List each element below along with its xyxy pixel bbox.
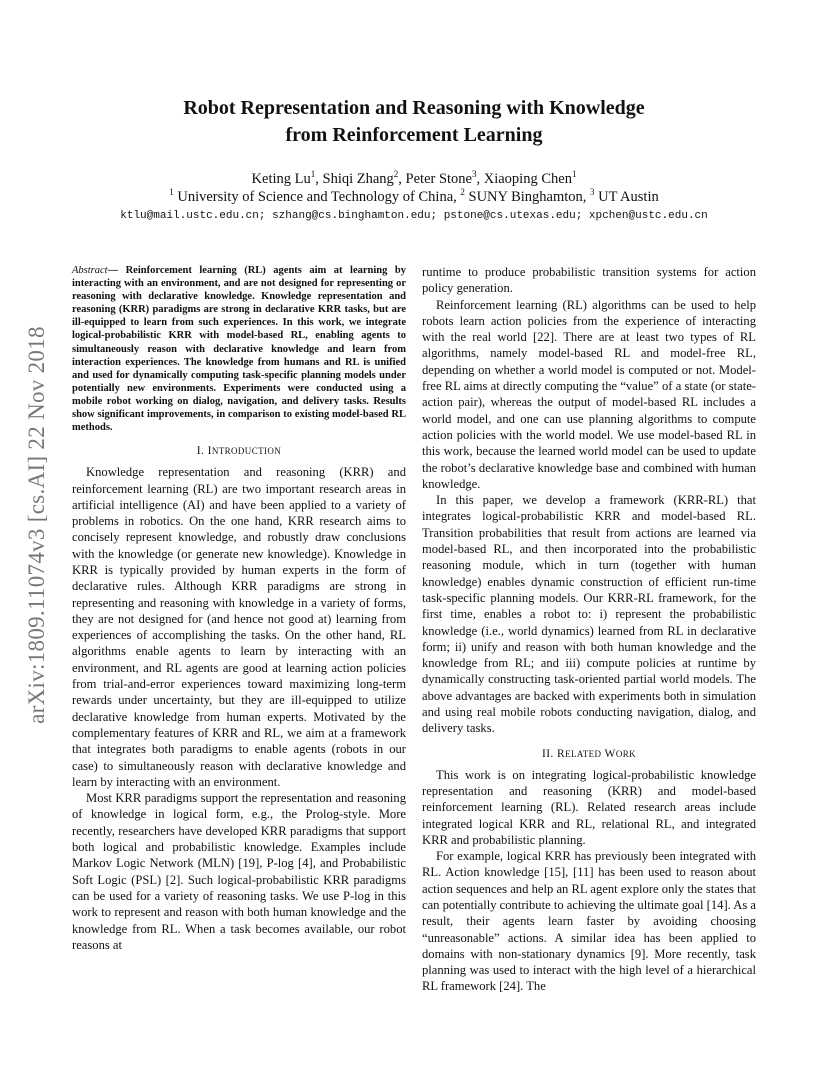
- paragraph: Reinforcement learning (RL) algorithms can be used to help robots learn action policies from the experience of interacting with the real world [22]. There are at least two types of RL algorithms, namely model-based RL and model-free RL, depending on whether a world model is computed or not. Model-free RL aims at directly computing the “value” of a state (or state-action pair), whereas the output of model-based RL includes a world model, and one can use planning algorithms to compute action policies with the world model. We use model-based RL in this work, because the learned world model can be used to update the robot’s declarative knowledge base and combined with human knowledge.: [422, 297, 756, 491]
- abstract-label: Abstract: [72, 265, 108, 276]
- paragraph: Most KRR paradigms support the representation and reasoning of knowledge in logical form, e.g., the Prolog-style. More recently, researchers have developed KRR paradigms that support both logical and probabilistic knowledge. Examples include Markov Logic Network (MLN) [19], P-log [4], and Probabilistic Soft Logic (PSL) [2]. Such logical-probabilistic KRR paradigms can be used for a variety of reasoning tasks. We use P-log in this work to represent and reason with both human knowledge and the knowledge from RL. When a task becomes available, our robot reasons at: [72, 791, 406, 952]
- paragraph: This work is on integrating logical-probabilistic knowledge representation and reasoning (KRR) and model-based reinforcement learning (RL). Related research areas include integrated logical KRR and RL, relational RL, and integrated KRR and probabilistic planning.: [422, 767, 756, 847]
- affil-mark: 3: [590, 187, 595, 198]
- paper-title: [0, 95, 828, 149]
- section-title-initial: I: [207, 445, 212, 458]
- paragraph-continuation: runtime to produce probabilistic transition systems for action policy generation.: [422, 265, 756, 296]
- author-affil-mark: 1: [310, 169, 316, 180]
- affil-mark: 1: [169, 187, 174, 198]
- section-title-rest: ELATED: [565, 748, 602, 759]
- author-name: Keting Lu: [251, 171, 311, 187]
- section-title-initial: R: [556, 747, 566, 760]
- affiliation-list: [0, 188, 828, 206]
- author-affil-mark: 2: [393, 169, 399, 180]
- paragraph: Knowledge representation and reasoning (KRR) and reinforcement learning (RL) are two important research areas in artificial intelligence (AI) and have been applied to a variety of problems in robotics. On the one hand, KRR research aims to concisely represent knowledge, and robustly draw conclusions with the knowledge (or generate new knowledge). Knowledge in KRR is typically provided by human experts in the form of declarative rules. Although KRR paradigms are strong in representing and reasoning with knowledge in a variety of forms, they are not designed for (and hence not good at) learning from experiences of accomplishing the tasks. On the other hand, RL algorithms enable agents to learn by interacting with an environment, and RL agents are good at learning action policies from trial-and-error experiences toward maximizing long-term rewards under uncertainty, but they are ill-equipped to utilize declarative knowledge from human experts. Motivated by the complementary features of KRR and RL, we aim at a framework that integrates both paradigms to enable agents (robots in our case) to simultaneously reason with declarative knowledge and learn by interacting with an environment.: [72, 465, 406, 789]
- author-name: Peter Stone: [405, 171, 472, 187]
- affiliation: UT Austin: [598, 189, 659, 205]
- section-heading-introduction: [72, 443, 406, 459]
- author-name: Shiqi Zhang: [322, 171, 394, 187]
- section-heading-related-work: [422, 746, 756, 762]
- section-title-rest: ORK: [615, 748, 637, 759]
- section-title-initial: W: [604, 747, 616, 760]
- abstract: [72, 264, 406, 434]
- paragraph: In this paper, we develop a framework (KRR-RL) that integrates logical-probabilistic KRR and model-based RL. Transition probabilities that result from actions are learned via model-based RL, and then incorporated into the probabilistic reasoning module, which in turn (together with human knowledge) enables dynamic construction of efficient run-time task-specific planning models. Our KRR-RL framework, for the first time, enables a robot to: i) represent the probabilistic knowledge (i.e., world dynamics) learned from RL in declarative form; ii) unify and reason with both human knowledge and the knowledge from RL; and iii) compute policies at runtime by dynamically constructing task-oriented partial world models. The above advantages are backed with experiments both in simulation and using real mobile robots conducting navigation, dialog, and delivery tasks.: [422, 493, 756, 736]
- affiliation: University of Science and Technology of China,: [177, 189, 457, 205]
- abstract-text: — Reinforcement learning (RL) agents aim at learning by interacting with an environment, and are not designed for representing or reasoning with declarative knowledge. Knowledge representation and reasoning (KRR) paradigms are strong in declarative KRR tasks, but are ill-equipped to learn from such experiences. In this work, we integrate logical-probabilistic KRR with model-based RL, enabling agents to simultaneously reason with declarative knowledge and learn from interaction experiences. The knowledge from humans and RL is unified and used for dynamically computing task-specific planning models under potentially new environments. Experiments were conducted using a mobile robot working on dialog, navigation, and delivery tasks. Results show significant improvements, in comparison to existing model-based RL methods.: [72, 265, 406, 434]
- author-emails: ktlu@mail.ustc.edu.cn; szhang@cs.binghamton.edu; pstone@cs.utexas.edu; xpchen@ustc.edu.cn: [120, 210, 708, 222]
- affiliation: SUNY Binghamton,: [468, 189, 587, 205]
- left-column: [72, 264, 406, 953]
- arxiv-identifier: arXiv:1809.11074v3 [cs.AI] 22 Nov 2018: [24, 326, 49, 724]
- author-affil-mark: 1: [571, 169, 577, 180]
- paragraph: For example, logical KRR has previously been integrated with RL. Action knowledge [15], [11] has been used to reason about action sequences and help an RL agent explore only the states that can potentially contribute to achieving the ultimate goal [14]. As a result, their agents learn faster by avoiding choosing “unreasonable” actions. A similar idea has been applied to domains with non-stationary dynamics [9]. More recently, task planning was used to interact with the high level of a hierarchical RL framework [24]. The: [422, 849, 756, 994]
- section-title-rest: NTRODUCTION: [211, 446, 282, 457]
- arxiv-sidebar: [23, 290, 51, 760]
- affil-mark: 2: [460, 187, 465, 198]
- author-name: Xiaoping Chen: [483, 171, 572, 187]
- section-number: I.: [196, 445, 205, 458]
- title-line-2: from Reinforcement Learning: [285, 124, 543, 146]
- title-line-1: Robot Representation and Reasoning with Knowledge: [183, 97, 645, 119]
- section-number: II.: [541, 747, 554, 760]
- author-list: Keting Lu$^1$, Shiqi Zhang$^2$, Peter Stone$^3$, Xiaoping Chen$^1$: [251, 169, 577, 187]
- author-affil-mark: 3: [472, 169, 477, 180]
- right-column: [422, 264, 756, 995]
